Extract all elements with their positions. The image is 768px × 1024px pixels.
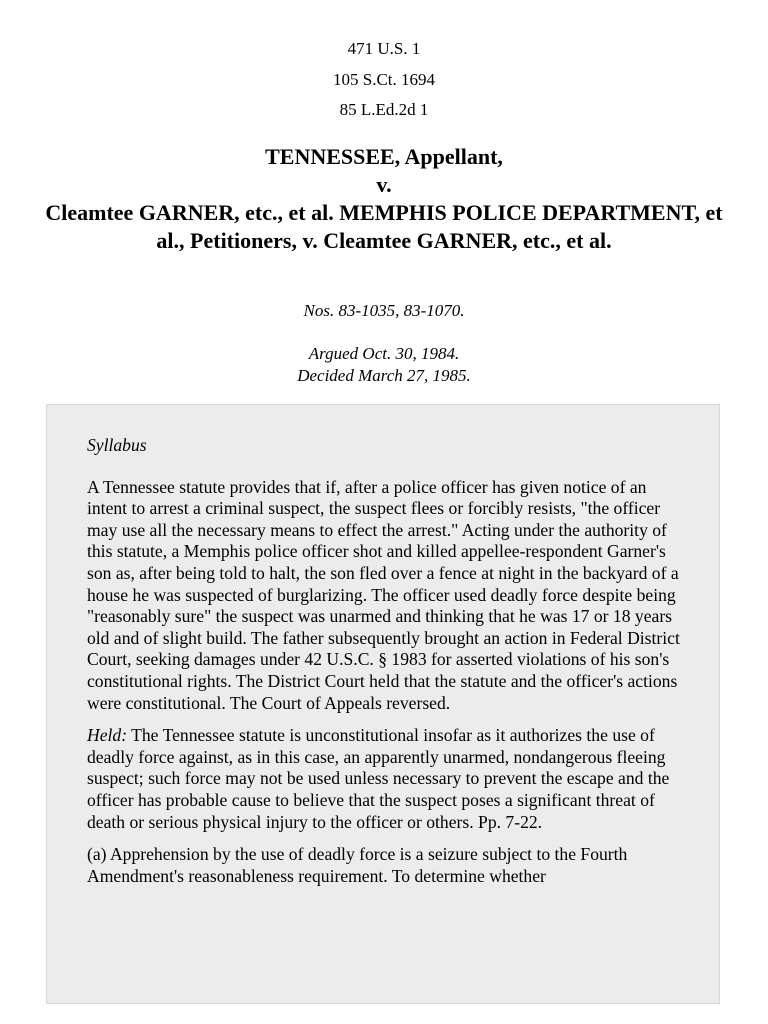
case-dates (0, 343, 768, 387)
decided-date: Decided March 27, 1985. (297, 366, 471, 385)
syllabus-box (46, 404, 720, 1004)
held-label: Held: (87, 725, 128, 746)
syllabus-heading: Syllabus (87, 435, 147, 455)
syllabus-paragraph-a: (a) Apprehension by the use of deadly force is a seizure subject to the Fourth Amendment's reasonableness requirement. To determine whether (87, 844, 628, 886)
case-title-versus: v. (376, 172, 392, 197)
held-text: The Tennessee statute is unconstitutional insofar as it authorizes the use of deadly force against, as in this case, an apparently unarmed, nondangerous fleeing suspect; such force may not be used unless necessary to prevent the escape and the officer has probable cause to believe that the suspect poses a significant threat of death or serious physical injury to the officer or others. Pp. 7-22. (87, 725, 670, 832)
case-title (40, 143, 728, 255)
syllabus-paragraph-held (87, 725, 683, 833)
citation-us-reports: 471 U.S. 1 (347, 39, 421, 58)
case-title-line1: TENNESSEE, Appellant, (265, 144, 503, 169)
syllabus-paragraph-facts: A Tennessee statute provides that if, after a police officer has given notice of an intent to arrest a criminal suspect, the suspect flees or forcibly resists, "the officer may use all the necessary means to effect the arrest." Acting under the authority of this statute, a Memphis police officer shot and killed appellee-respondent Garner's son as, after being told to halt, the son fled over a fence at night in the backyard of a house he was suspected of burglarizing. The officer used deadly force despite being "reasonably sure" the suspect was unarmed and thinking that he was 17 or 18 years old and of slight build. The father subsequently brought an action in Federal District Court, seeking damages under 42 U.S.C. § 1983 for asserted violations of his son's constitutional rights. The District Court held that the statute and the officer's actions were constitutional. The Court of Appeals reversed. (87, 476, 680, 713)
citation-supreme-court-reporter: 105 S.Ct. 1694 (332, 69, 436, 89)
citation-list (0, 34, 768, 126)
citation-lawyers-edition: 85 L.Ed.2d 1 (339, 100, 429, 119)
argued-date: Argued Oct. 30, 1984. (308, 344, 460, 363)
syllabus-content (87, 435, 683, 898)
docket-numbers: Nos. 83-1035, 83-1070. (303, 301, 465, 320)
case-title-parties: Cleamtee GARNER, etc., et al. MEMPHIS POLICE DEPARTMENT, et al., Petitioners, v. Cleamtee GARNER, etc., et al. (45, 200, 723, 253)
